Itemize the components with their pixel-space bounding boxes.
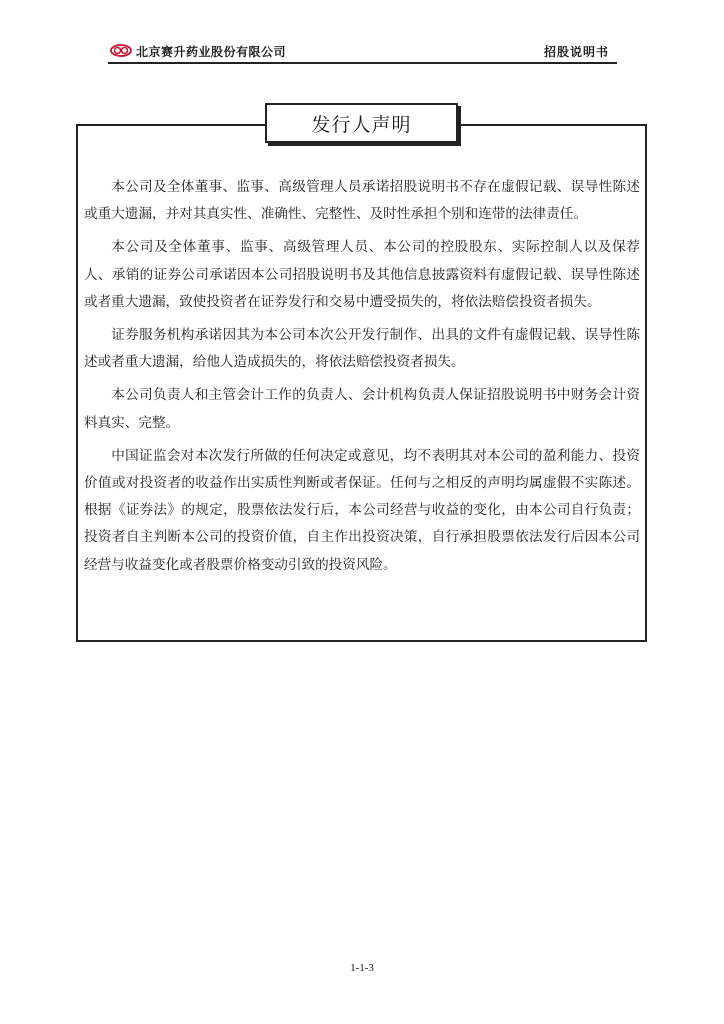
- page-number: 1-1-3: [350, 962, 374, 974]
- statement-paragraph: 中国证监会对本次发行所做的任何决定或意见，均不表明其对本公司的盈利能力、投资价值或对投资者的收益作出实质性判断或者保证。任何与之相反的声明均属虚假不实陈述。根据《证券法》的规定，股票依法发行后，本公司经营与收益的变化，由本公司自行负责；投资者自主判断本公司的投资价值，自主作出投资决策，自行承担股票依法发行后因本公司经营与收益变化或者股票价格变动引致的投资风险。: [84, 447, 640, 573]
- statement-content: [84, 174, 640, 585]
- company-name: 北京赛升药业股份有限公司: [136, 45, 287, 59]
- page-header: [108, 42, 617, 64]
- page-title: 发行人声明: [311, 113, 412, 136]
- statement-paragraph: 本公司负责人和主管会计工作的负责人、会计机构负责人保证招股说明书中财务会计资料真实、完整。: [84, 387, 640, 431]
- document-type: 招股说明书: [543, 45, 609, 59]
- statement-paragraph: 证券服务机构承诺因其为本公司本次公开发行制作、出具的文件有虚假记载、误导性陈述或者重大遗漏，给他人造成损失的，将依法赔偿投资者损失。: [84, 327, 640, 371]
- title-box: [265, 103, 458, 143]
- statement-paragraph: 本公司及全体董事、监事、高级管理人员、本公司的控股股东、实际控制人以及保荐人、承销的证券公司承诺因本公司招股说明书及其他信息披露资料有虚假记载、误导性陈述或者重大遗漏，致使投资者在证券发行和交易中遭受损失的，将依法赔偿投资者损失。: [84, 239, 640, 310]
- statement-paragraph: 本公司及全体董事、监事、高级管理人员承诺招股说明书不存在虚假记载、误导性陈述或重大遗漏，并对其真实性、准确性、完整性、及时性承担个别和连带的法律责任。: [84, 179, 640, 223]
- company-logo-icon: [110, 44, 132, 57]
